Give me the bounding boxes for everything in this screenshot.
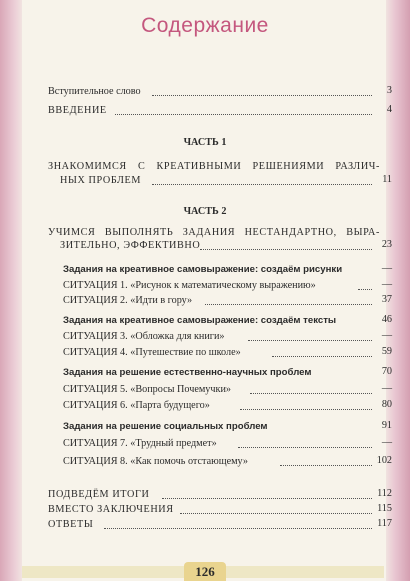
toc-leader: [238, 447, 372, 448]
toc-page: —: [381, 383, 392, 394]
toc-part1-line1: ЗНАКОМИМСЯ С КРЕАТИВНЫМИ РЕШЕНИЯМИ РАЗЛИЧ-: [48, 161, 380, 172]
toc-page: 59: [381, 346, 392, 357]
toc-leader: [200, 249, 372, 250]
toc-page: —: [381, 330, 392, 341]
toc-page: 102: [376, 455, 392, 466]
toc-leader: [250, 393, 372, 394]
toc-situation-5: СИТУАЦИЯ 5. «Вопросы Почемучки»: [63, 384, 232, 395]
toc-situation-2: СИТУАЦИЯ 2. «Идти в гору»: [63, 295, 193, 306]
toc-page: 112: [377, 488, 392, 499]
toc-leader: [152, 95, 372, 96]
toc-section-texts: Задания на креативное самовыражение: создаём тексты: [63, 315, 337, 326]
toc-section-drawings: Задания на креативное самовыражение: создаём рисунки: [63, 264, 343, 275]
toc-page: —: [381, 279, 392, 290]
toc-section-science: Задания на решение естественно-научных проблем: [63, 367, 312, 378]
toc-page: 46: [381, 314, 392, 325]
toc-introduction: ВВЕДЕНИЕ: [48, 105, 107, 116]
toc-situation-6: СИТУАЦИЯ 6. «Парта будущего»: [63, 400, 210, 411]
toc-situation-4: СИТУАЦИЯ 4. «Путешествие по школе»: [63, 347, 241, 358]
part-1-heading: ЧАСТЬ 1: [183, 137, 227, 148]
toc-page: 80: [381, 399, 392, 410]
toc-intro-word: Вступительное слово: [48, 86, 141, 97]
toc-leader: [104, 528, 372, 529]
toc-page: 37: [381, 294, 392, 305]
toc-section-social: Задания на решение социальных проблем: [63, 421, 268, 432]
toc-leader: [180, 513, 372, 514]
toc-leader: [248, 340, 372, 341]
toc-page: —: [381, 263, 392, 274]
toc-conclusion: ВМЕСТО ЗАКЛЮЧЕНИЯ: [48, 504, 174, 515]
toc-page: 3: [386, 85, 392, 96]
toc-answers: ОТВЕТЫ: [48, 519, 94, 530]
page-title: Содержание: [141, 14, 269, 37]
toc-page: 4: [386, 104, 392, 115]
toc-page: 11: [382, 174, 392, 185]
toc-situation-3: СИТУАЦИЯ 3. «Обложка для книги»: [63, 331, 225, 342]
toc-situation-7: СИТУАЦИЯ 7. «Трудный предмет»: [63, 438, 217, 449]
toc-leader: [240, 409, 372, 410]
toc-page: 117: [377, 518, 392, 529]
toc-leader: [162, 498, 372, 499]
toc-summary: ПОДВЕДЁМ ИТОГИ: [48, 489, 150, 500]
toc-part1-line2: НЫХ ПРОБЛЕМ: [60, 175, 142, 186]
toc-situation-8: СИТУАЦИЯ 8. «Как помочь отстающему»: [63, 456, 248, 467]
toc-leader: [205, 304, 372, 305]
toc-leader: [280, 465, 372, 466]
page-number: 126: [184, 562, 226, 581]
toc-leader: [152, 184, 372, 185]
toc-page: 91: [381, 420, 392, 431]
toc-part2-line1: УЧИМСЯ ВЫПОЛНЯТЬ ЗАДАНИЯ НЕСТАНДАРТНО, ВЫРА-: [48, 227, 380, 238]
toc-leader: [115, 114, 372, 115]
toc-page: 70: [381, 366, 392, 377]
part-2-heading: ЧАСТЬ 2: [183, 206, 227, 217]
toc-page: 23: [381, 239, 392, 250]
toc-leader: [272, 356, 372, 357]
toc-page: —: [381, 437, 392, 448]
toc-page: 115: [377, 503, 392, 514]
toc-situation-1: СИТУАЦИЯ 1. «Рисунок к математическому выражению»: [63, 280, 316, 291]
toc-part2-line2: ЗИТЕЛЬНО, ЭФФЕКТИВНО: [60, 240, 201, 251]
